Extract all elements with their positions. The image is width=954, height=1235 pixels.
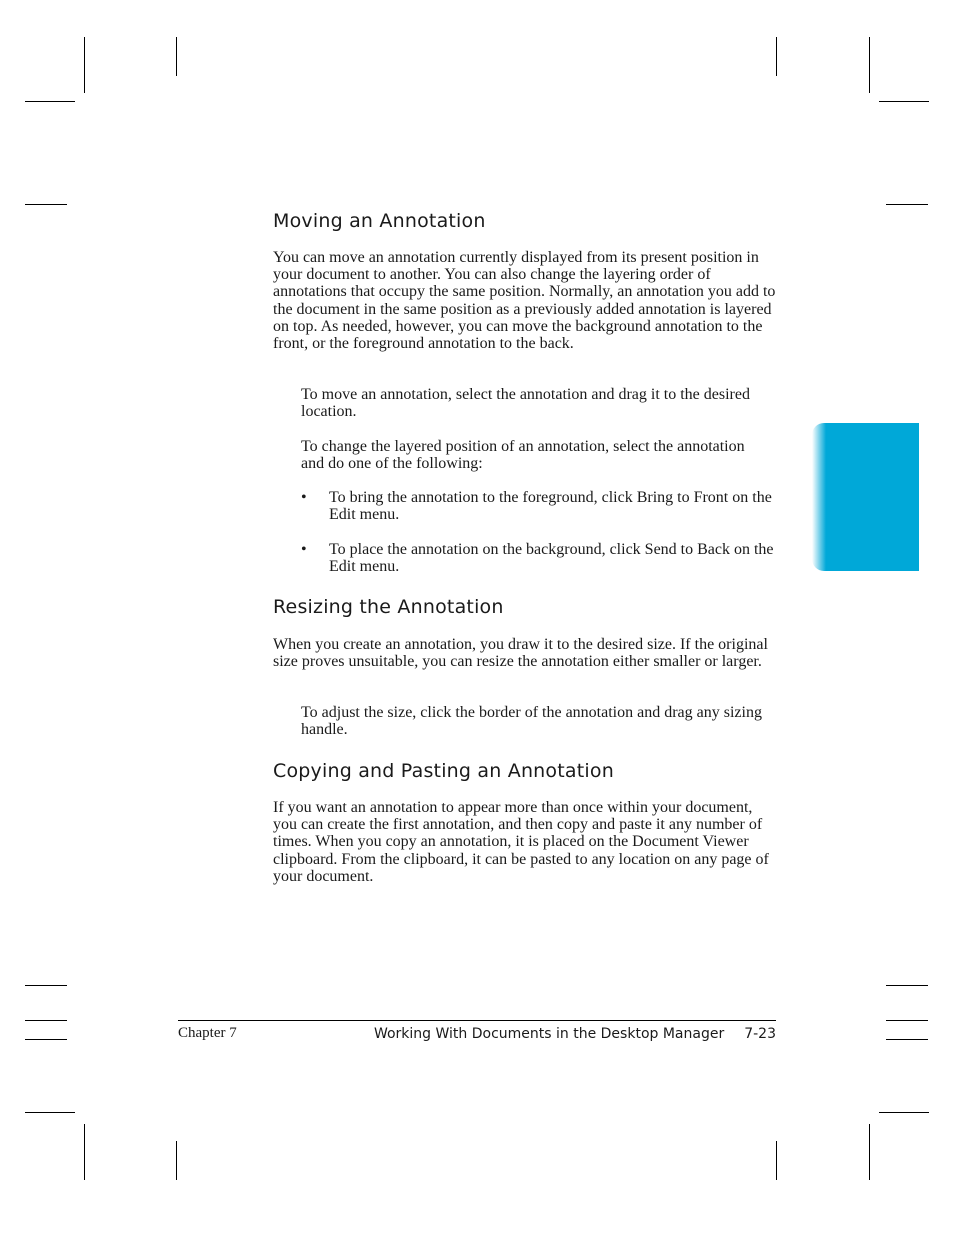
crop-mark	[886, 1039, 928, 1040]
section-heading: Resizing the Annotation	[273, 596, 504, 618]
bullet-glyph: •	[301, 541, 307, 558]
step-paragraph: To change the layered position of an annotation, select the annotation and do one of the following:	[301, 438, 745, 473]
paragraph: When you create an annotation, you draw it to the desired size. If the original size proves unsuitable, you can resize the annotation either smaller or larger.	[273, 636, 768, 671]
crop-mark	[84, 1124, 85, 1180]
chapter-tab	[812, 423, 919, 571]
paragraph: You can move an annotation currently displayed from its present position in your document to another. You can also change the layering order of annotations that occupy the same position. Normally, an annotation you add to the document in the same position as a previously added annotation is layered on top. As needed, however, you can move the background annotation to the front, or the foreground annotation to the back.	[273, 249, 776, 353]
crop-mark	[879, 1112, 929, 1113]
crop-mark	[25, 101, 75, 102]
crop-mark	[25, 204, 67, 205]
crop-mark	[25, 1112, 75, 1113]
footer-chapter: Chapter 7	[178, 1025, 237, 1041]
step-paragraph: To adjust the size, click the border of the annotation and drag any sizing handle.	[301, 704, 762, 739]
crop-mark	[776, 1141, 777, 1180]
crop-mark	[176, 1141, 177, 1180]
crop-mark	[25, 1039, 67, 1040]
bullet-item: To bring the annotation to the foreground, click Bring to Front on the Edit menu.	[329, 489, 772, 524]
crop-mark	[886, 204, 928, 205]
section-heading: Copying and Pasting an Annotation	[273, 760, 614, 782]
footer-rule	[178, 1020, 776, 1021]
crop-mark	[776, 37, 777, 76]
page-number: 7-23	[744, 1026, 776, 1042]
footer-title: Working With Documents in the Desktop Manager	[373, 1026, 725, 1042]
paragraph: If you want an annotation to appear more than once within your document, you can create the first annotation, and then copy and paste it any number of times. When you copy an annotation, it is placed on the Document Viewer clipboard. From the clipboard, it can be pasted to any location on any page of your document.	[273, 799, 769, 885]
crop-mark	[869, 37, 870, 93]
crop-mark	[25, 1020, 67, 1021]
crop-mark	[886, 985, 928, 986]
crop-mark	[84, 37, 85, 93]
crop-mark	[886, 1020, 928, 1021]
step-paragraph: To move an annotation, select the annotation and drag it to the desired location.	[301, 386, 750, 421]
crop-mark	[25, 985, 67, 986]
crop-mark	[176, 37, 177, 76]
crop-mark	[869, 1124, 870, 1180]
footer-running-title	[374, 1026, 776, 1042]
bullet-item: To place the annotation on the background, click Send to Back on the Edit menu.	[329, 541, 774, 576]
section-heading: Moving an Annotation	[273, 210, 486, 232]
crop-mark	[879, 101, 929, 102]
bullet-glyph: •	[301, 489, 307, 506]
